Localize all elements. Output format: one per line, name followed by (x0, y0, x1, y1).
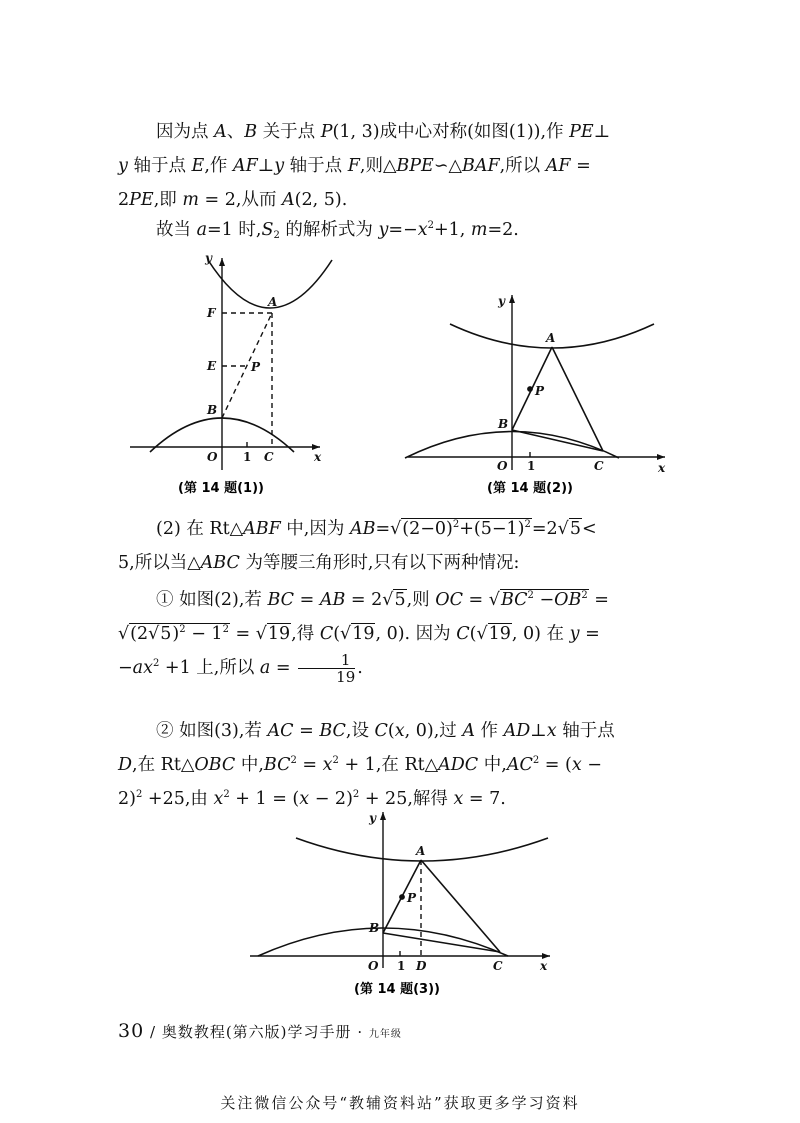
fig1-label-f: F (207, 306, 216, 320)
wechat-notice: 关注微信公众号“教辅资料站”获取更多学习资料 (220, 1094, 580, 1112)
paragraph-case-2: ② 如图(3),若 AC = BC,设 C(x, 0),过 A 作 AD⊥x 轴于点 D,在 Rt△OBC 中$,BC^2 = x^2 + 1$,在 Rt△ADC 中$,AC^2 = (x$ − 2)$^2$ +25,由 $x^2 + 1 = (x - 2)^2 + 25$,解得 x = 7. (118, 721, 615, 809)
fig2-label-y: y (498, 294, 505, 308)
paragraph-symmetry: 因为点 A、B 关于点 P(1, 3)成中心对称(如图(1)),作 PE⊥ y 轴于点 E,作 AF⊥y 轴于点 F,则△BPE∽△BAF,所以 AF = 2PE,即 m = 2,从而 A(2, 5). (118, 122, 611, 210)
fig1-label-p: P (251, 360, 261, 374)
fig1-label-b: B (207, 403, 218, 417)
figures-row-2 (0, 805, 800, 1005)
fig3-segment-bc (383, 933, 500, 952)
fig1-label-a: A (268, 295, 278, 309)
figures-row-1 (0, 250, 800, 510)
fig2-label-c: C (594, 459, 604, 473)
fig3-label-one: 1 (397, 959, 406, 973)
fig1-label-one: 1 (243, 450, 252, 464)
book-title: 奥数教程(第六版)学习手册 (161, 1023, 352, 1041)
paragraph-part-2: (2) 在 Rt△ABF 中,因为 $AB=√(2-0)^2+(5-1)^2=2√5<$ 5,所以当△ABC 为等腰三角形时,只有以下两种情况: (118, 519, 597, 573)
fig3-point-p (400, 895, 404, 899)
fig2-x-arrow (657, 454, 665, 460)
page-number: 30 (118, 1020, 145, 1042)
fig2-point-p (528, 387, 532, 391)
fig1-caption: (第 14 题(1)) (178, 481, 264, 496)
fig2-label-p: P (535, 384, 545, 398)
fig2-segment-bc (512, 430, 603, 451)
figure-2 (405, 295, 665, 470)
fig2-segment-ac (552, 347, 603, 451)
fig3-label-x: x (540, 959, 548, 973)
figure-1 (130, 258, 332, 470)
fig2-label-b: B (498, 417, 509, 431)
grade-label: 九年级 (368, 1029, 402, 1040)
fig3-label-a: A (416, 844, 426, 858)
fig3-caption: (第 14 题(3)) (354, 982, 440, 997)
fraction-one-over-19: $\frac{1}{19}$ (298, 652, 355, 685)
fig1-label-c: C (264, 450, 274, 464)
fig3-label-o: O (368, 959, 379, 973)
fig3-y-arrow (380, 812, 386, 820)
paragraph-case-1: ① 如图(2),若 BC = AB = 2√5,则 OC = $√BC^2 -OB^2$ = $√(2√5)^2 - 1^2 = √19$,得 C(√19, 0). 因为 C(√19, 0) 在 y = $-ax^2 +1$ 上,所以 a = $\frac{1}{19}$ . (118, 590, 609, 686)
fig3-label-p: P (407, 891, 417, 905)
figure-3 (250, 812, 550, 968)
fig1-y-arrow (219, 258, 225, 266)
fig2-caption: (第 14 题(2)) (487, 481, 573, 496)
footer-slash: / (149, 1023, 157, 1041)
fig1-label-x: x (314, 450, 322, 464)
fig2-label-o: O (497, 459, 508, 473)
page-footer (118, 1020, 402, 1042)
fig1-label-e: E (207, 359, 217, 373)
fig3-label-b: B (369, 921, 380, 935)
fig2-y-arrow (509, 295, 515, 303)
fig3-label-y: y (369, 811, 376, 825)
fig2-label-x: x (658, 461, 666, 475)
fig1-ab-dashed (222, 313, 272, 418)
footer-dot: · (357, 1023, 364, 1041)
fig1-label-y: y (205, 251, 212, 265)
fig2-label-a: A (546, 331, 556, 345)
fig3-label-d: D (416, 959, 427, 973)
fig1-label-o: O (207, 450, 218, 464)
paragraph-conclusion: 故当 a=1 时$,S_2$ 的解析式为 $y=-x^2+1$, m=2. (156, 220, 519, 241)
fig3-label-c: C (493, 959, 503, 973)
fig2-label-one: 1 (527, 459, 536, 473)
